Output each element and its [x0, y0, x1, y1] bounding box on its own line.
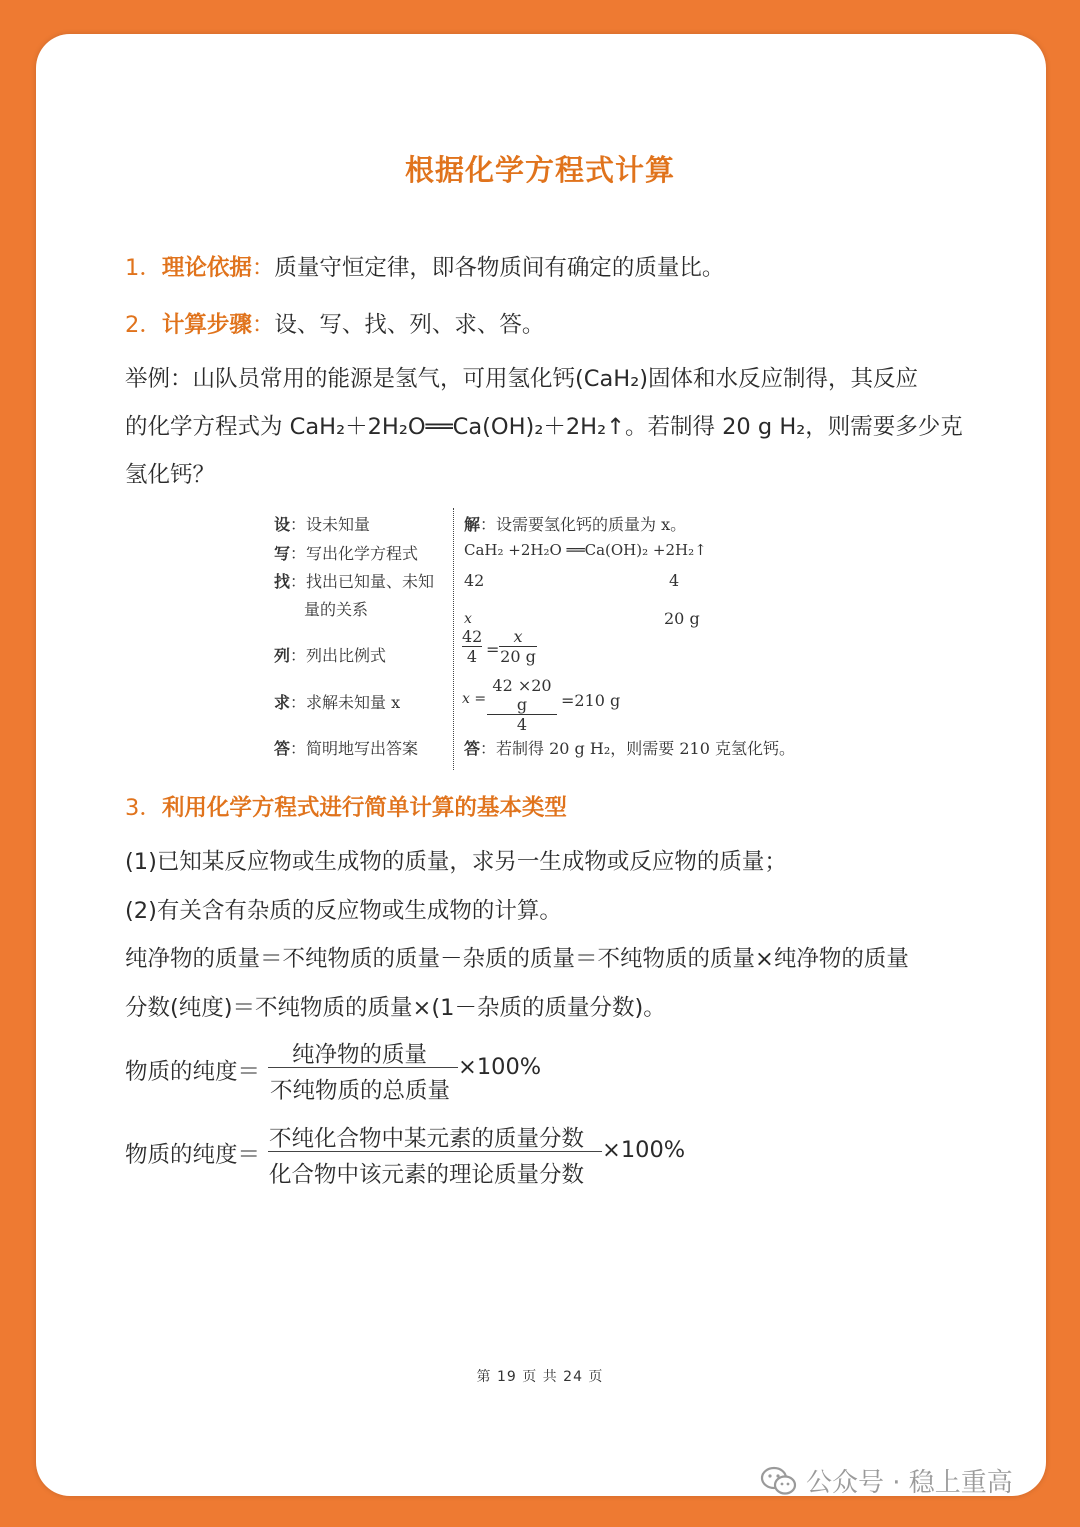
formula-1-numerator: 纯净物的质量: [292, 1042, 428, 1068]
formula-2-numerator: 不纯化合物中某元素的质量分数: [269, 1126, 585, 1152]
formula-1-lhs: 物质的纯度＝: [125, 1059, 261, 1085]
solution-answer: 答：若制得 20 g H₂，则需要 210 克氢化钙。: [464, 739, 795, 758]
page-title: 根据化学方程式计算: [404, 153, 675, 187]
example-line-1: 举例：山队员常用的能源是氢气，可用氢化钙(CaH₂)固体和水反应制得，其反应: [125, 366, 918, 392]
formula-2-denominator: 化合物中该元素的理论质量分数: [269, 1162, 585, 1188]
unknown-mass: x: [464, 611, 472, 627]
solve-x-label: x =: [462, 691, 487, 707]
known-mass: 20 g: [664, 609, 700, 628]
fraction-numerator: 42: [462, 627, 483, 646]
watermark: [760, 1462, 1013, 1499]
section-number: 3．: [125, 795, 162, 821]
fraction-numerator: x: [513, 627, 523, 646]
step-list: 列：列出比例式: [274, 646, 387, 665]
solve-fraction: [487, 676, 557, 734]
section-number: 1．: [125, 255, 162, 281]
fraction-denominator: 20 g: [500, 647, 536, 666]
step-find: 找：找出已知量、未知: [274, 572, 435, 591]
type-item-1: (1)已知某反应物或生成物的质量，求另一生成物或反应物的质量；: [125, 849, 787, 875]
equals-sign: =: [486, 640, 500, 659]
formula-2-tail: ×100%: [602, 1137, 686, 1163]
formula-2-fraction-bar: [268, 1151, 602, 1152]
solution-steps-table: [274, 512, 814, 774]
mass-ratio-2: 4: [669, 571, 680, 590]
solution-assume: 解：设需要氢化钙的质量为 x。: [464, 515, 687, 534]
section-heading: 利用化学方程式进行简单计算的基本类型: [161, 795, 567, 821]
section-colon: ：: [251, 312, 275, 338]
example-line-2: 的化学方程式为 CaH₂＋2H₂O══Ca(OH)₂＋2H₂↑。若制得 20 g H₂，则需要多少克: [125, 414, 963, 440]
solve-result: =210 g: [561, 691, 621, 710]
proportion-right: [499, 627, 537, 666]
page-number: 第 19 页 共 24 页: [476, 1369, 604, 1385]
purity-definition-line-2: 分数(纯度)＝不纯物质的质量×(1－杂质的质量分数)。: [125, 995, 666, 1021]
section-basic-types: [125, 790, 567, 822]
step-assume: 设：设未知量: [274, 515, 371, 534]
step-write: 写：写出化学方程式: [274, 544, 419, 563]
section-text: 设、写、找、列、求、答。: [274, 312, 545, 338]
formula-1-tail: ×100%: [458, 1054, 542, 1080]
section-theory-basis: [125, 250, 724, 282]
chemical-equation: CaH₂ +2H₂O ══Ca(OH)₂ +2H₂↑: [464, 541, 707, 559]
section-heading: 计算步骤: [161, 312, 252, 338]
mass-ratio-1: 42: [464, 571, 485, 590]
fraction-numerator: 42 ×20 g: [492, 676, 552, 714]
example-line-3: 氢化钙？: [125, 462, 216, 488]
formula-1-fraction-bar: [268, 1067, 458, 1068]
section-text: 质量守恒定律，即各物质间有确定的质量比。: [274, 255, 725, 281]
purity-definition-line-1: 纯净物的质量＝不纯物质的质量－杂质的质量＝不纯物质的质量×纯净物的质量: [125, 946, 909, 972]
section-colon: ：: [251, 255, 275, 281]
wechat-icon: [760, 1466, 798, 1496]
formula-2-lhs: 物质的纯度＝: [125, 1142, 261, 1168]
step-find-cont: 量的关系: [304, 600, 369, 619]
section-number: 2．: [125, 312, 162, 338]
step-solve: 求：求解未知量 x: [274, 693, 401, 712]
proportion-left: [462, 627, 482, 666]
step-answer: 答：简明地写出答案: [274, 739, 419, 758]
section-heading: 理论依据: [161, 255, 252, 281]
fraction-denominator: 4: [462, 646, 482, 666]
watermark-text: 公众号 · 稳上重高: [806, 1468, 1013, 1498]
fraction-denominator: 4: [487, 714, 557, 734]
section-calc-steps: [125, 307, 544, 339]
type-item-2: (2)有关含有杂质的反应物或生成物的计算。: [125, 898, 562, 924]
formula-1-denominator: 不纯物质的总质量: [270, 1078, 451, 1104]
column-divider: [453, 508, 454, 770]
